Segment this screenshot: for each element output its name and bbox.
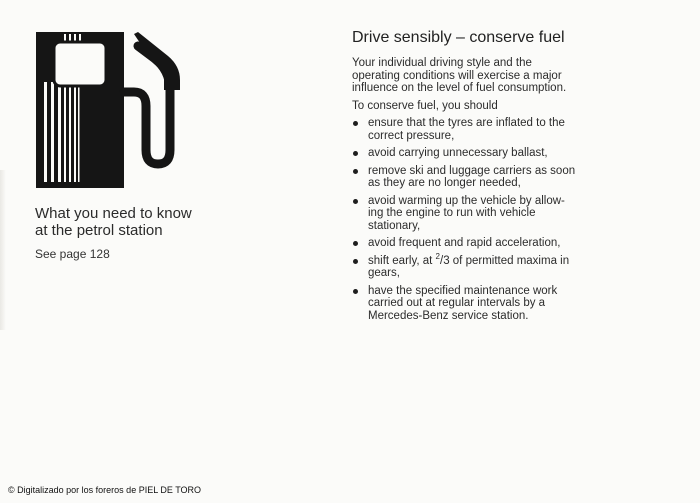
left-title-line2: at the petrol station — [35, 222, 163, 239]
bullet-icon — [353, 241, 358, 246]
tip-3-line-1: remove ski and luggage carriers as soon — [368, 164, 576, 177]
tip-2-line-1: avoid carrying unnecessary ballast, — [368, 147, 548, 159]
list-item — [352, 147, 612, 160]
bullet-icon — [353, 259, 358, 264]
tip-4-line-2: ing the engine to run with vehicle — [368, 207, 536, 219]
list-item — [352, 165, 612, 190]
bullet-icon — [353, 289, 358, 294]
tip-1-line-1: ensure that the tyres are inflated to the — [368, 117, 565, 129]
tips-list — [352, 117, 612, 322]
see-page-reference: See page 128 — [35, 247, 110, 261]
tip-5-line-1: avoid frequent and rapid acceleration, — [368, 237, 561, 249]
left-caption — [35, 205, 295, 261]
intro-line-1: Your individual driving style and the — [352, 57, 532, 69]
tip-4-line-3: stationary, — [368, 219, 421, 232]
bullet-icon — [353, 151, 358, 156]
list-item — [352, 195, 612, 233]
intro-line-2: operating conditions will exercise a major — [352, 69, 562, 82]
tip-7-line-3: Mercedes-Benz service station. — [368, 309, 529, 322]
list-item — [352, 117, 612, 142]
fuel-pump-icon — [34, 30, 182, 190]
tip-6-rest: /3 of permitted maxima in — [440, 254, 570, 267]
scan-credit-footer: © Digitalizado por los foreros de PIEL DE TORO — [8, 485, 202, 495]
tip-7-line-1: have the specified maintenance work — [368, 284, 558, 297]
scan-edge-shadow — [0, 170, 6, 330]
right-column — [352, 28, 612, 327]
lead-text: To conserve fuel, you should — [352, 99, 498, 112]
tip-3-line-2: as they are no longer needed, — [368, 177, 521, 189]
bullet-icon — [353, 199, 358, 204]
tip-6-line-2: gears, — [368, 267, 400, 279]
tip-7-line-2: carried out at regular intervals by a — [368, 297, 546, 309]
list-item — [352, 251, 612, 280]
tip-4-line-1: avoid warming up the vehicle by allow- — [368, 194, 565, 207]
bullet-icon — [353, 169, 358, 174]
tip-6-fraction-numerator: 2 — [435, 251, 440, 261]
bullet-icon — [353, 121, 358, 126]
intro-line-3: influence on the level of fuel consumption. — [352, 82, 567, 94]
tip-1-line-2: correct pressure, — [368, 129, 455, 142]
left-title-line1: What you need to know — [35, 205, 192, 222]
tip-6-pre: shift early, at — [368, 254, 436, 267]
left-title — [35, 205, 295, 239]
section-title: Drive sensibly – conserve fuel — [352, 29, 565, 46]
intro-paragraph — [352, 57, 612, 95]
list-item — [352, 237, 612, 250]
list-item — [352, 285, 612, 323]
